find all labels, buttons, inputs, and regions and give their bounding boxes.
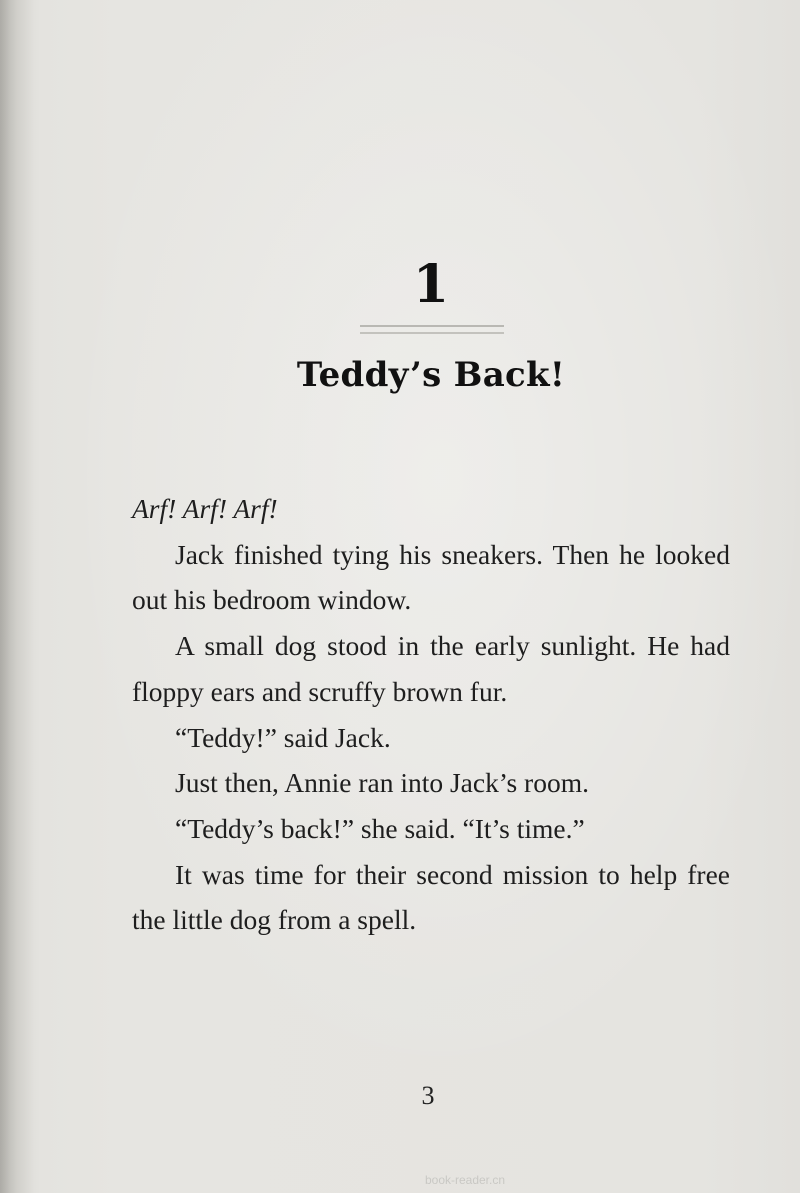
page-gutter-shadow (0, 0, 34, 1193)
paragraph: Arf! Arf! Arf! (132, 493, 278, 524)
chapter-divider-line (360, 325, 504, 327)
paragraph: “Teddy!” said Jack. (175, 721, 391, 753)
paragraph: Just then, Annie ran into Jack’s room. (175, 767, 589, 799)
chapter-number: 1 (412, 254, 450, 315)
paragraph: “Teddy’s back!” she said. “It’s time.” (175, 812, 585, 844)
chapter-body-text (132, 486, 730, 943)
paragraph: It was time for their second mission to help free the little dog from a spell. (132, 858, 730, 936)
page-number: 3 (421, 1081, 435, 1110)
paragraph: A small dog stood in the early sunlight. He had floppy ears and scruffy brown fur. (132, 630, 730, 707)
chapter-divider-line (360, 332, 504, 334)
chapter-title: Teddy’s Back! (296, 355, 566, 395)
watermark: book-reader.cn (424, 1173, 506, 1187)
paragraph: Jack finished tying his sneakers. Then he looked out his bedroom window. (132, 538, 730, 616)
